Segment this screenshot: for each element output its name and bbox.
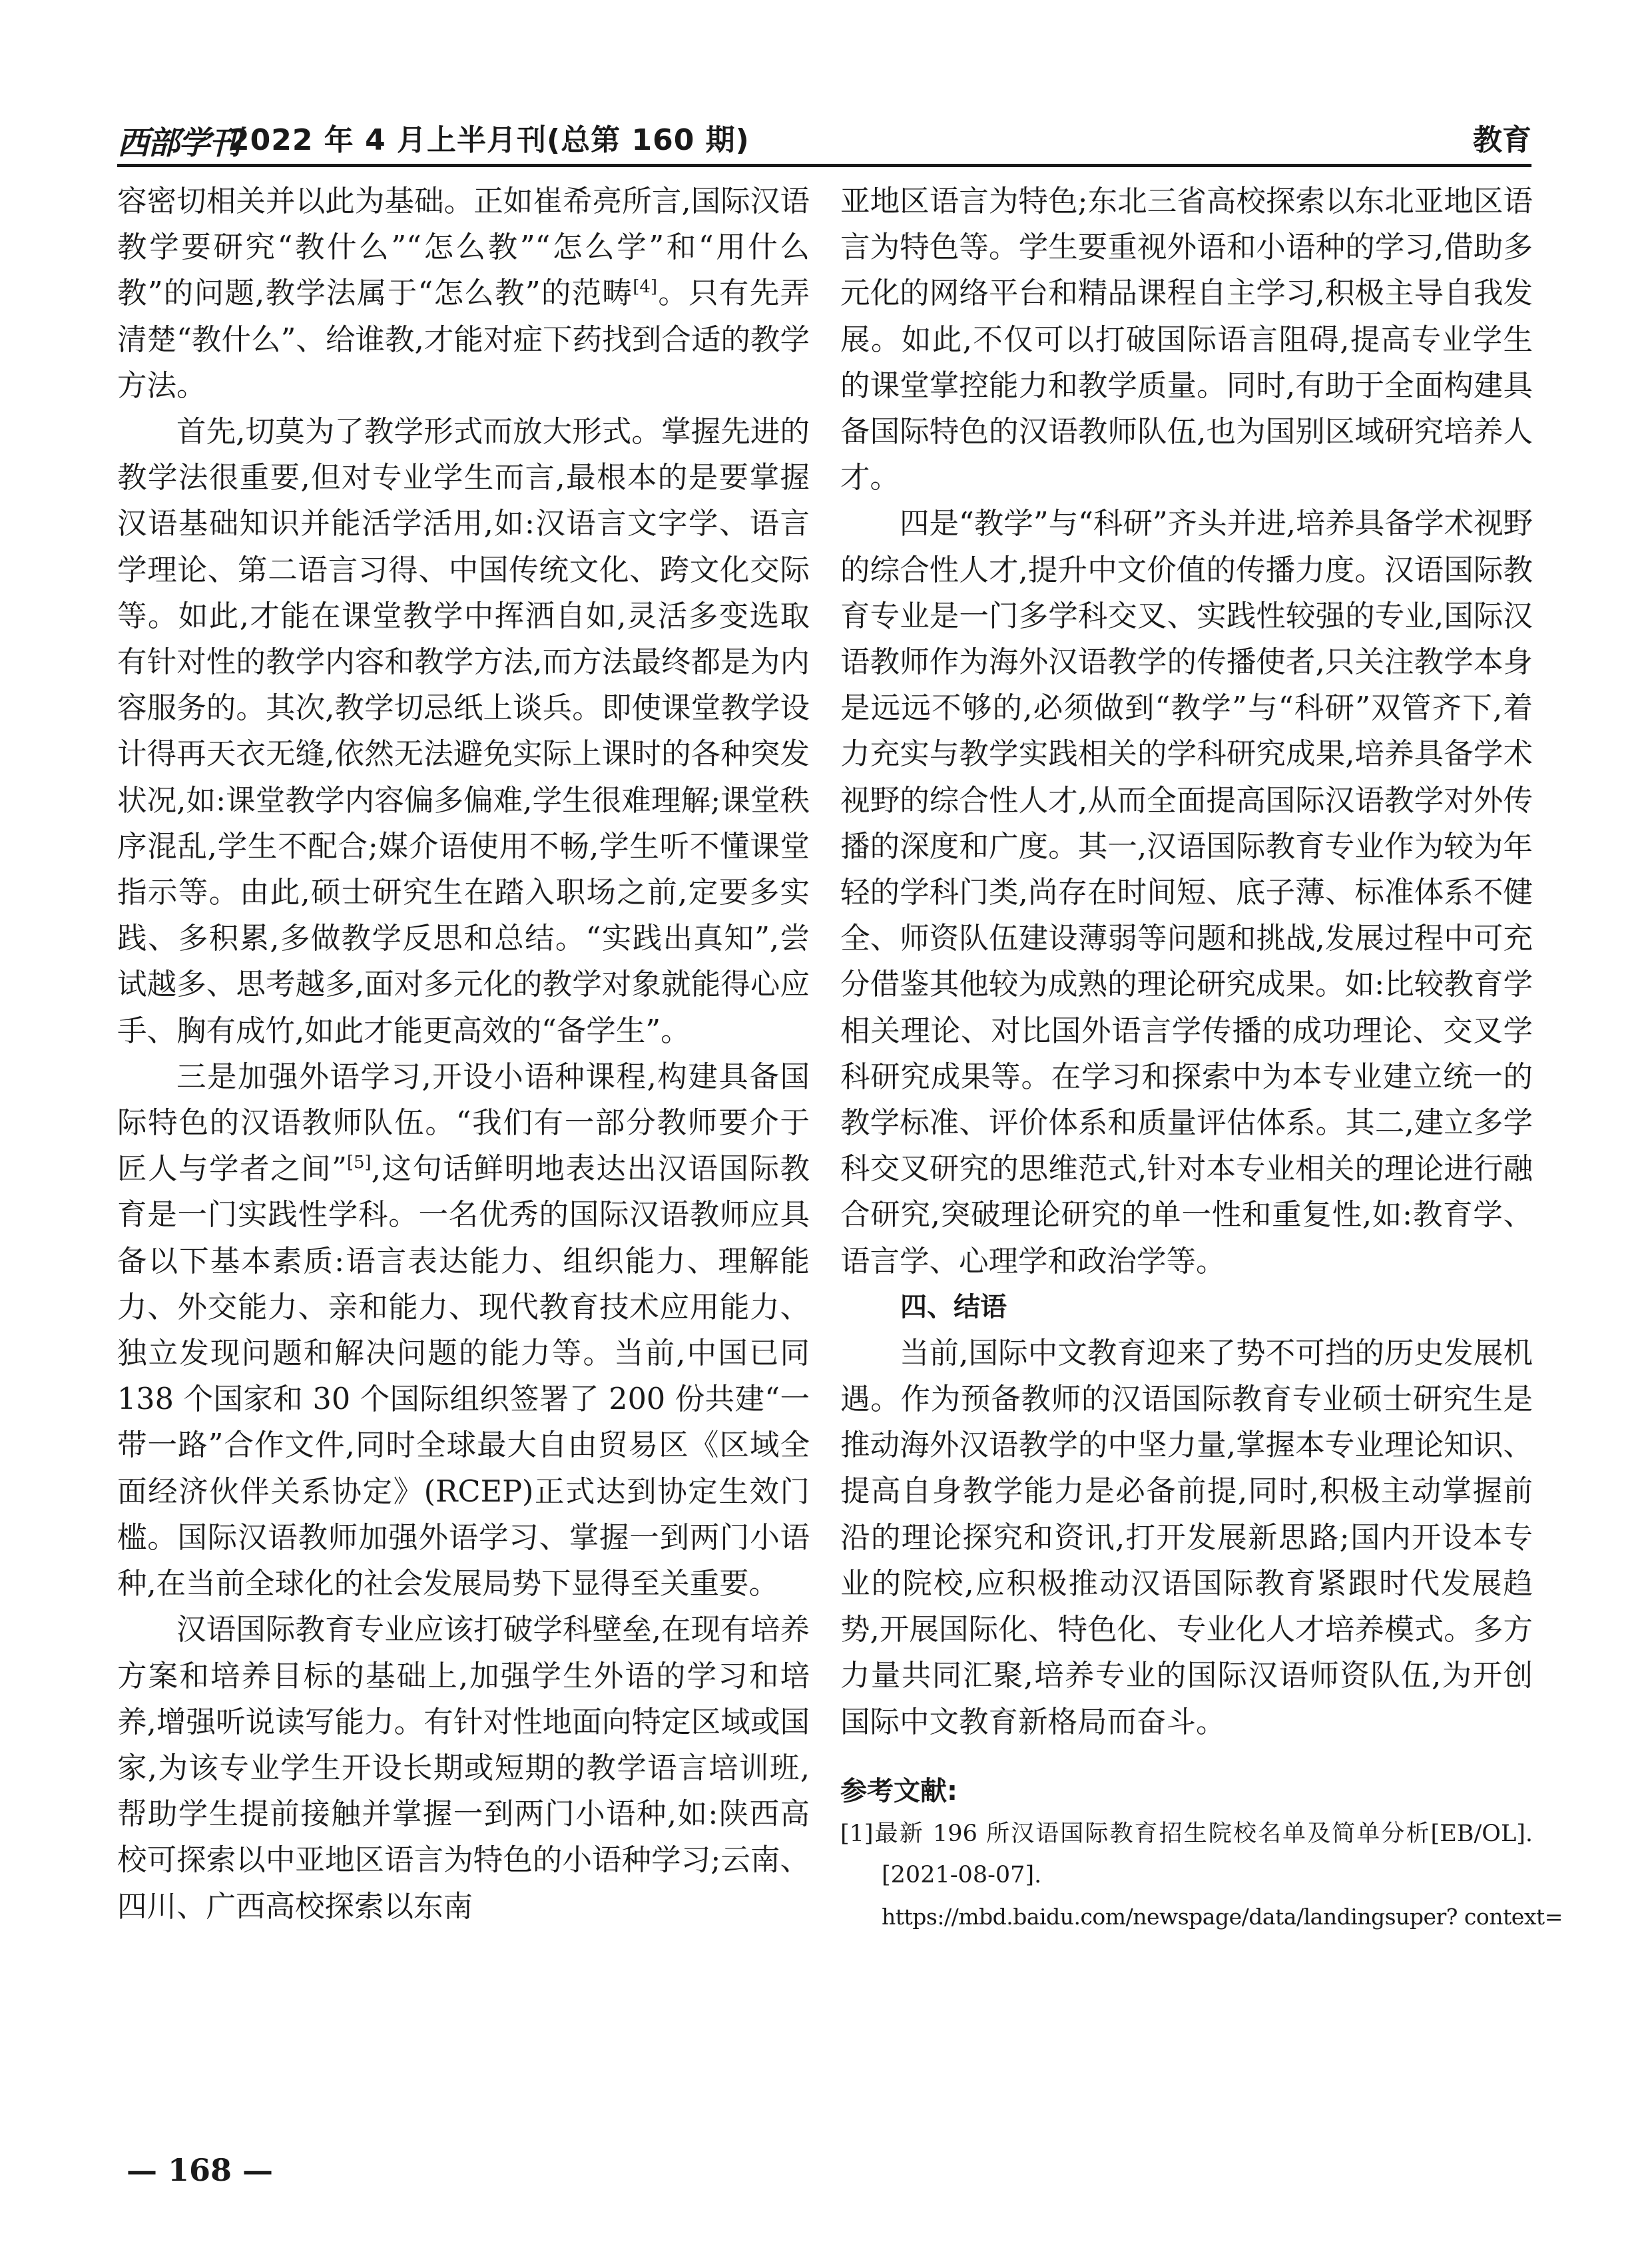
- citation: [4]: [633, 277, 658, 298]
- paragraph-text: 三是加强外语学习,开设小语种课程,构建具备国际特色的汉语教师队伍。“我们有一部分教师要介于匠人与学者之间”: [117, 1059, 810, 1187]
- citation: [5]: [346, 1153, 372, 1173]
- paragraph: [117, 1054, 810, 1607]
- section-name: 教育: [1473, 123, 1531, 157]
- reference-item: [1]最新 196 所汉语国际教育招生院校名单及简单分析[EB/OL].[2021-08-07].: [840, 1820, 1533, 1888]
- paragraph-text: 。只有先弄清楚“教什么”、给谁教,才能对症下药找到合适的教学方法。: [117, 276, 810, 403]
- paragraph: 亚地区语言为特色;东北三省高校探索以东北亚地区语言为特色等。学生要重视外语和小语种的学习,借助多元化的网络平台和精品课程自主学习,积极主导自我发展。如此,不仅可以打破国际语言阻碍,提高专业学生的课堂掌控能力和教学质量。同时,有助于全面构建具备国际特色的汉语教师队伍,也为国别区域研究培养人才。: [840, 184, 1533, 495]
- paragraph: 首先,切莫为了教学形式而放大形式。掌握先进的教学法很重要,但对专业学生而言,最根本的是要掌握汉语基础知识并能活学活用,如:汉语言文字学、语言学理论、第二语言习得、中国传统文化、跨文化交际等。如此,才能在课堂教学中挥洒自如,灵活多变选取有针对性的教学内容和教学方法,而方法最终都是为内容服务的。其次,教学切忌纸上谈兵。即使课堂教学设计得再天衣无缝,依然无法避免实际上课时的各种突发状况,如:课堂教学内容偏多偏难,学生很难理解;课堂秩序混乱,学生不配合;媒介语使用不畅,学生听不懂课堂指示等。由此,硕士研究生在踏入职场之前,定要多实践、多积累,多做教学反思和总结。“实践出真知”,尝试越多、思考越多,面对多元化的教学对象就能得心应手、胸有成竹,如此才能更高效的“备学生”。: [117, 415, 810, 1048]
- left-column: [117, 178, 810, 1930]
- right-column: [840, 178, 1563, 1936]
- paragraph: 四是“教学”与“科研”齐头并进,培养具备学术视野的综合性人才,提升中文价值的传播力度。汉语国际教育专业是一门多学科交叉、实践性较强的专业,国际汉语教师作为海外汉语教学的传播使者,只关注教学本身是远远不够的,必须做到“教学”与“科研”双管齐下,着力充实与教学实践相关的学科研究成果,培养具备学术视野的综合性人才,从而全面提高国际汉语教学对外传播的深度和广度。其一,汉语国际教育专业作为较为年轻的学科门类,尚存在时间短、底子薄、标准体系不健全、师资队伍建设薄弱等问题和挑战,发展过程中可充分借鉴其他较为成熟的理论研究成果。如:比较教育学相关理论、对比国外语言学传播的成功理论、交叉学科研究成果等。在学习和探索中为本专业建立统一的教学标准、评价体系和质量评估体系。其二,建立多学科交叉研究的思维范式,针对本专业相关的理论进行融合研究,突破理论研究的单一性和重复性,如:教育学、语言学、心理学和政治学等。: [840, 507, 1533, 1278]
- paragraph: [117, 178, 810, 409]
- reference-url: https://mbd.baidu.com/newspage/data/landingsuper? context=: [882, 1903, 1563, 1930]
- running-header: [117, 112, 1531, 160]
- references-title: 参考文献:: [840, 1775, 958, 1807]
- journal-logo: 西部学刊: [117, 125, 240, 162]
- paragraph: 汉语国际教育专业应该打破学科壁垒,在现有培养方案和培养目标的基础上,加强学生外语的学习和培养,增强听说读写能力。有针对性地面向特定区域或国家,为该专业学生开设长期或短期的教学语言培训班,帮助学生提前接触并掌握一到两门小语种,如:陕西高校可探索以中亚地区语言为特色的小语种学习;云南、四川、广西高校探索以东南: [117, 1613, 810, 1924]
- paragraph-text: 容密切相关并以此为基础。正如崔希亮所言,国际汉语教学要研究“教什么”“怎么教”“怎么学”和“用什么教”的问题,教学法属于“怎么教”的范畴: [117, 184, 810, 311]
- page-number: — 168 —: [127, 2152, 274, 2188]
- paragraph-text: ,这句话鲜明地表达出汉语国际教育是一门实践性学科。一名优秀的国际汉语教师应具备以下基本素质:语言表达能力、组织能力、理解能力、外交能力、亲和能力、现代教育技术应用能力、独立发现问题和解决问题的能力等。当前,中国已同 138 个国家和 30 个国际组织签署了 200 份共建“一带一路”合作文件,同时全球最大自由贸易区《区域全面经济伙伴关系协定》(RCEP)正式达到协定生效门槛。国际汉语教师加强外语学习、掌握一到两门小语种,在当前全球化的社会发展局势下显得至关重要。: [117, 1152, 810, 1601]
- section-heading: 四、结语: [900, 1291, 1007, 1322]
- header-rule: [117, 164, 1531, 167]
- issue-info: 2022 年 4 月上半月刊(总第 160 期): [229, 123, 750, 157]
- paragraph: 当前,国际中文教育迎来了势不可挡的历史发展机遇。作为预备教师的汉语国际教育专业硕士研究生是推动海外汉语教学的中坚力量,掌握本专业理论知识、提高自身教学能力是必备前提,同时,积极主动掌握前沿的理论探究和资讯,打开发展新思路;国内开设本专业的院校,应积极推动汉语国际教育紧跟时代发展趋势,开展国际化、特色化、专业化人才培养模式。多方力量共同汇聚,培养专业的国际汉语师资队伍,为开创国际中文教育新格局而奋斗。: [840, 1336, 1533, 1739]
